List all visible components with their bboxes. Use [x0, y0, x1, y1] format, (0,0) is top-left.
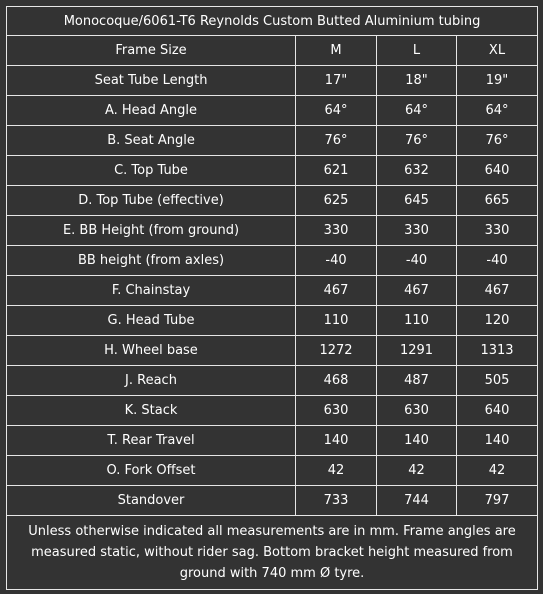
row-label: K. Stack — [7, 396, 296, 426]
cell-l: 630 — [377, 396, 457, 426]
row-label: A. Head Angle — [7, 96, 296, 126]
cell-m: 467 — [296, 276, 377, 306]
row-label: T. Rear Travel — [7, 426, 296, 456]
cell-l: 42 — [377, 456, 457, 486]
cell-l: 64° — [377, 96, 457, 126]
table-row — [7, 486, 538, 516]
table-row — [7, 396, 538, 426]
table-row — [7, 156, 538, 186]
cell-xl: 665 — [457, 186, 538, 216]
row-label: J. Reach — [7, 366, 296, 396]
cell-m: 42 — [296, 456, 377, 486]
cell-m: 330 — [296, 216, 377, 246]
title-row — [7, 7, 538, 36]
table-row — [7, 96, 538, 126]
measurement-note: Unless otherwise indicated all measurements are in mm. Frame angles are measured static, without rider sag. Bottom bracket height measured from ground with 740 mm Ø tyre. — [7, 516, 538, 590]
cell-m: 630 — [296, 396, 377, 426]
cell-l: -40 — [377, 246, 457, 276]
row-label: G. Head Tube — [7, 306, 296, 336]
cell-l: 110 — [377, 306, 457, 336]
geometry-table — [6, 6, 538, 590]
cell-m: 64° — [296, 96, 377, 126]
cell-m: 621 — [296, 156, 377, 186]
size-header-xl: XL — [457, 36, 538, 66]
row-label: O. Fork Offset — [7, 456, 296, 486]
frame-size-header: Frame Size — [7, 36, 296, 66]
cell-l: 1291 — [377, 336, 457, 366]
row-label: H. Wheel base — [7, 336, 296, 366]
cell-xl: 505 — [457, 366, 538, 396]
cell-xl: 1313 — [457, 336, 538, 366]
cell-xl: 120 — [457, 306, 538, 336]
size-header-l: L — [377, 36, 457, 66]
cell-l: 645 — [377, 186, 457, 216]
cell-m: 625 — [296, 186, 377, 216]
table-row — [7, 426, 538, 456]
table-row — [7, 366, 538, 396]
cell-m: 1272 — [296, 336, 377, 366]
cell-l: 18" — [377, 66, 457, 96]
cell-xl: 797 — [457, 486, 538, 516]
row-label: Standover — [7, 486, 296, 516]
row-label: C. Top Tube — [7, 156, 296, 186]
table-row — [7, 306, 538, 336]
cell-m: 733 — [296, 486, 377, 516]
cell-xl: -40 — [457, 246, 538, 276]
cell-xl: 330 — [457, 216, 538, 246]
note-row — [7, 516, 538, 590]
cell-l: 467 — [377, 276, 457, 306]
cell-xl: 140 — [457, 426, 538, 456]
table-row — [7, 336, 538, 366]
row-label: F. Chainstay — [7, 276, 296, 306]
cell-xl: 64° — [457, 96, 538, 126]
cell-m: 140 — [296, 426, 377, 456]
table-row — [7, 186, 538, 216]
cell-m: 468 — [296, 366, 377, 396]
cell-xl: 19" — [457, 66, 538, 96]
row-label: BB height (from axles) — [7, 246, 296, 276]
table-row — [7, 126, 538, 156]
cell-xl: 42 — [457, 456, 538, 486]
cell-l: 140 — [377, 426, 457, 456]
cell-xl: 467 — [457, 276, 538, 306]
table-row — [7, 276, 538, 306]
cell-l: 76° — [377, 126, 457, 156]
table-title: Monocoque/6061-T6 Reynolds Custom Butted Aluminium tubing — [7, 7, 538, 36]
row-label: B. Seat Angle — [7, 126, 296, 156]
table-row — [7, 216, 538, 246]
cell-l: 487 — [377, 366, 457, 396]
cell-m: 17" — [296, 66, 377, 96]
row-label: Seat Tube Length — [7, 66, 296, 96]
row-label: E. BB Height (from ground) — [7, 216, 296, 246]
cell-l: 744 — [377, 486, 457, 516]
cell-m: 76° — [296, 126, 377, 156]
table-row — [7, 66, 538, 96]
size-header-m: M — [296, 36, 377, 66]
cell-xl: 640 — [457, 396, 538, 426]
cell-l: 330 — [377, 216, 457, 246]
table-row — [7, 456, 538, 486]
cell-m: 110 — [296, 306, 377, 336]
cell-l: 632 — [377, 156, 457, 186]
cell-m: -40 — [296, 246, 377, 276]
header-row — [7, 36, 538, 66]
row-label: D. Top Tube (effective) — [7, 186, 296, 216]
table-row — [7, 246, 538, 276]
cell-xl: 640 — [457, 156, 538, 186]
cell-xl: 76° — [457, 126, 538, 156]
